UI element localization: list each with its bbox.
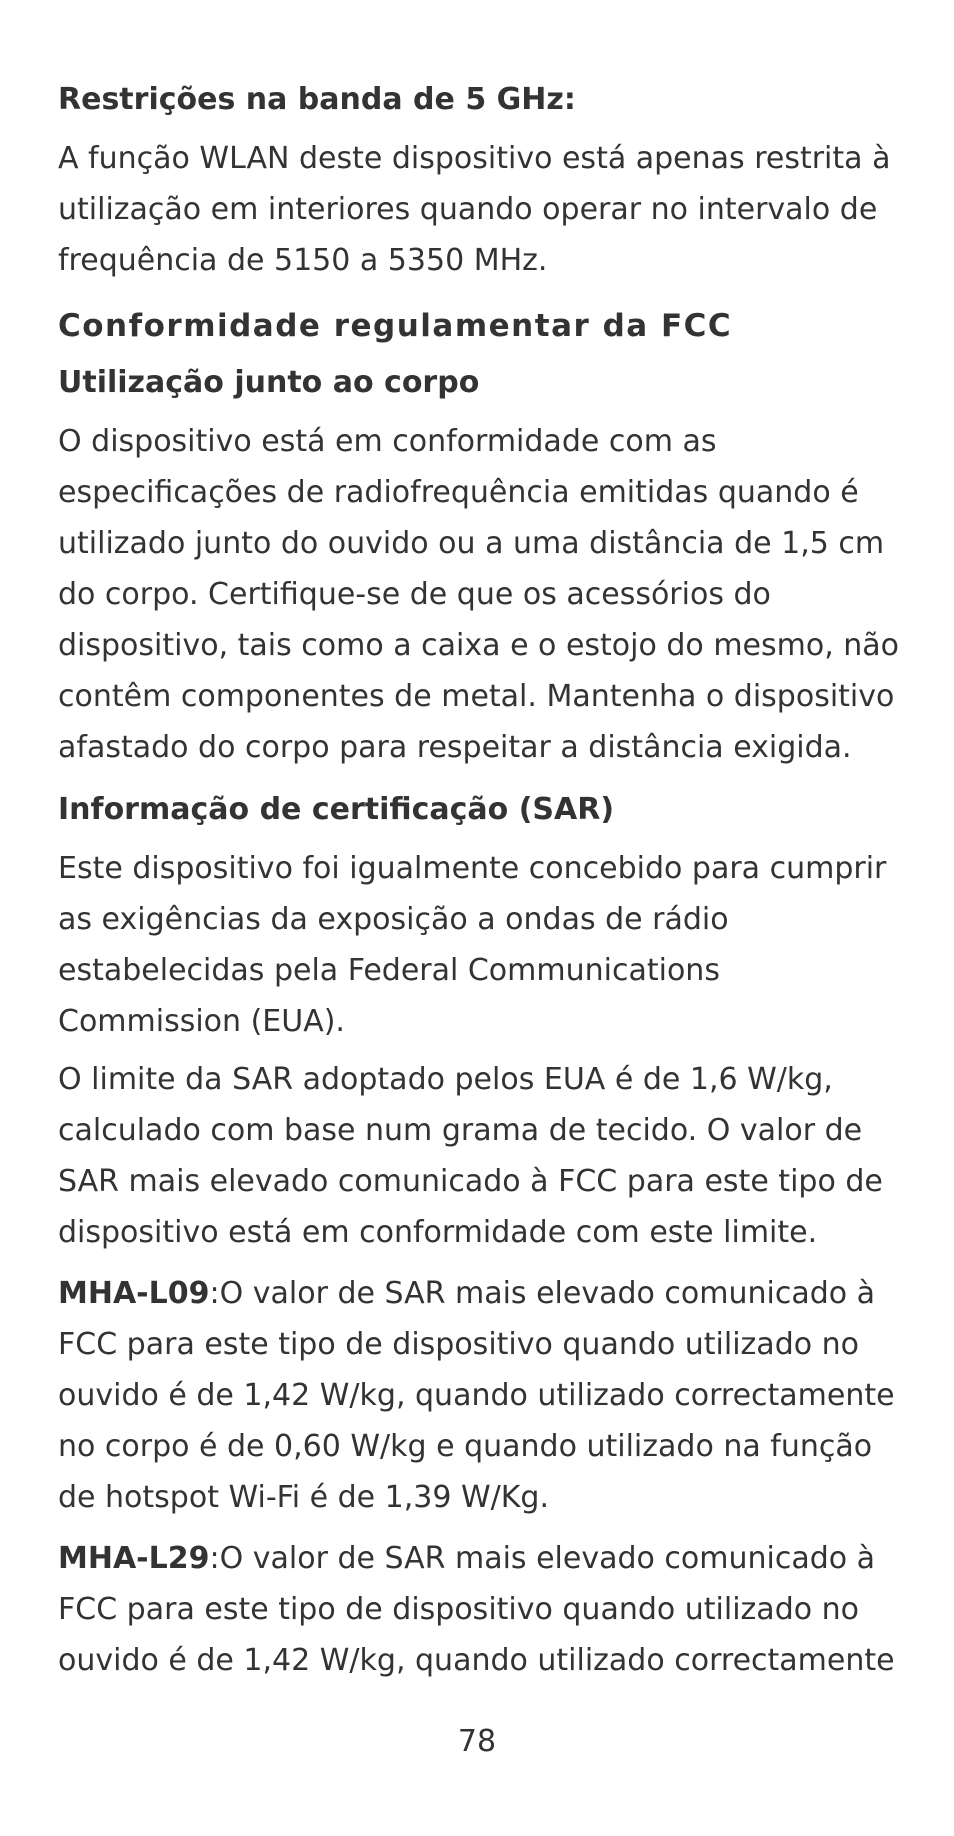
paragraph-mha-l29 [58,1533,908,1686]
heading-fcc-compliance: Conformidade regulamentar da FCC [58,308,733,344]
page-number: 78 [457,1724,497,1759]
heading-5ghz-restrictions: Restrições na banda de 5 GHz: [58,82,576,117]
heading-sar-information: Informação de certificação (SAR) [58,792,615,827]
model-name-mha-l09: MHA-L09 [58,1276,210,1311]
paragraph-sar-fcc-requirements: Este dispositivo foi igualmente concebido para cumprir as exigências da exposição a ondas de rádio estabelecidas pela Federal Communications Commission (EUA). [58,851,887,1039]
paragraph-sar-limit: O limite da SAR adoptado pelos EUA é de 1,6 W/kg, calculado com base num grama de tecido. O valor de SAR mais elevado comunicado à FCC para este tipo de dispositivo está em conformidade com este limite. [58,1062,883,1250]
model-name-mha-l29: MHA-L29 [58,1541,210,1576]
mha-l09-sar-text: :O valor de SAR mais elevado comunicado à FCC para este tipo de dispositivo quando utilizado no ouvido é de 1,42 W/kg, quando utilizado correctamente no corpo é de 0,60 W/kg e quando utilizado na função de hotspot Wi-Fi é de 1,39 W/Kg. [58,1276,895,1515]
paragraph-mha-l09 [58,1268,908,1523]
paragraph-body-worn: O dispositivo está em conformidade com as especificações de radiofrequência emitidas quando é utilizado junto do ouvido ou a uma distância de 1,5 cm do corpo. Certifique-se de que os acessórios do dispositivo, tais como a caixa e o estojo do mesmo, não contêm componentes de metal. Mantenha o dispositivo afastado do corpo para respeitar a distância exigida. [58,424,900,765]
document-page [58,80,908,1686]
heading-body-worn: Utilização junto ao corpo [58,365,480,400]
paragraph-5ghz-restrictions: A função WLAN deste dispositivo está apenas restrita à utilização em interiores quando operar no intervalo de frequência de 5150 a 5350 MHz. [58,141,891,278]
mha-l29-sar-text: :O valor de SAR mais elevado comunicado à FCC para este tipo de dispositivo quando utilizado no ouvido é de 1,42 W/kg, quando utilizado correctamente [58,1541,895,1678]
